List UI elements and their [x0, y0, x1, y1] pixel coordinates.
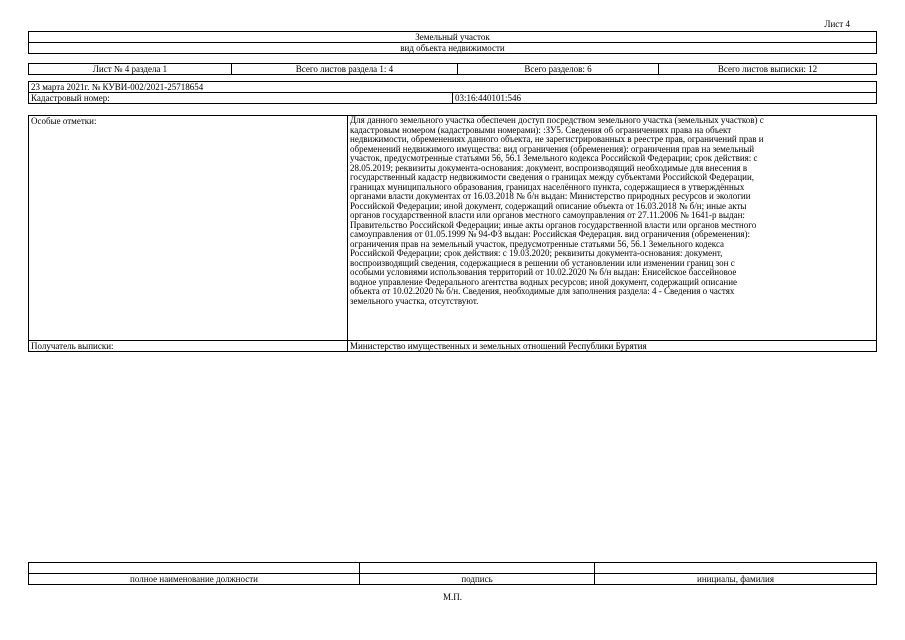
sheet-info-table: [28, 63, 877, 75]
stamp-label: М.П.: [442, 592, 462, 602]
special-notes-line: кадастровым номером (кадастровыми номерами): :ЗУ5. Сведения об ограничениях права на объект: [350, 125, 732, 135]
special-notes-label: Особые отметки:: [29, 116, 348, 341]
total-sheets-extract: Всего листов выписки: 12: [659, 64, 877, 75]
position-field: [29, 563, 360, 574]
special-notes-line: государственный кадастр недвижимости сведения о границах между субъектами Российской Федерации,: [350, 173, 755, 182]
special-notes-line: водное управление Федерального агентства водных ресурсов; иной документ, содержащий описание: [350, 277, 738, 287]
special-notes-line: Российской Федерации; срок действия: c 19.03.2020; реквизиты документа-основания: документ,: [350, 249, 723, 258]
header-table: [28, 31, 877, 54]
date-number: 23 марта 2021г. № КУВИ-002/2021-25718654: [29, 82, 877, 93]
recipient-label: Получатель выписки:: [29, 341, 348, 352]
object-title: Земельный участок: [29, 32, 877, 43]
sheet-label: Лист 4: [824, 19, 850, 29]
special-notes-line: границах муниципального образования, границах населённого пункта, содержащиеся в утверждённых: [350, 182, 745, 192]
name-field: [595, 563, 877, 574]
signature-field: [360, 563, 595, 574]
special-notes-line: Российской Федерации; иной документ, содержащий описание объекта от 16.03.2018 № б/н; иные акты: [350, 201, 747, 211]
sheet-of-section: Лист № 4 раздела 1: [29, 64, 232, 75]
special-notes-line: земельного участка, отсутствуют.: [350, 296, 479, 306]
name-caption: инициалы, фамилия: [595, 574, 877, 585]
special-notes-line: обременений недвижимого имущества: вид ограничения (обременения): ограничения прав на земельный: [350, 144, 755, 154]
total-sheets-section: Всего листов раздела 1: 4: [232, 64, 458, 75]
special-notes-line: участок, предусмотренные статьями 56, 56.1 Земельного кодекса Российской Федерации; срок действия: c: [350, 154, 758, 163]
special-notes-line: недвижимости, обременениях данного объекта, не зарегистрированных в реестре прав, ограничений прав и: [350, 135, 764, 144]
special-notes-text: [348, 116, 877, 341]
date-cadastral-table: [28, 81, 877, 104]
notes-table: [28, 115, 877, 352]
special-notes-line: особыми условиями использования территорий от 10.02.2020 № б/н выдан: Енисейское бассейновое: [350, 268, 737, 277]
special-notes-line: Для данного земельного участка обеспечен доступ посредством земельного участка (земельных участков) с: [350, 116, 764, 125]
cadastral-value: 03:16:440101:546: [453, 93, 877, 104]
special-notes-line: органами власти документах от 16.03.2018 № б/н выдан: Министерство природных ресурсов и экологии: [350, 192, 751, 201]
object-kind: вид объекта недвижимости: [29, 43, 877, 54]
special-notes-line: Правительство Российской Федерации; иные акты органов государственной власти или органов местного: [350, 220, 757, 230]
special-notes-line: объекта от 10.02.2020 № б/н. Сведения, необходимые для заполнения раздела: 4 - Сведения о частях: [350, 287, 735, 296]
special-notes-line: ограничения прав на земельный участок, предусмотренные статьями 56, 56.1 Земельного кодекса: [350, 239, 725, 249]
recipient-value: Министерство имущественных и земельных отношений Республики Бурятия: [348, 341, 877, 352]
signature-caption: подпись: [360, 574, 595, 585]
total-sections: Всего разделов: 6: [458, 64, 659, 75]
signature-table: [28, 562, 877, 585]
special-notes-line: самоуправления от 01.05.1999 № 94-ФЗ выдан: Российская Федерация. вид ограничения (обременения):: [350, 230, 751, 239]
special-notes-line: воспроизводящий сведения, содержащиеся в решении об установлении или изменении границ зон с: [350, 258, 735, 268]
position-caption: полное наименование должности: [29, 574, 360, 585]
special-notes-line: 28.05.2019; реквизиты документа-основания: документ, воспроизводящий необходимые для внесения в: [350, 163, 748, 173]
cadastral-label: Кадастровый номер:: [29, 93, 453, 104]
special-notes-line: органов государственной власти или органов местного самоуправления от 27.11.2006 № 1641-р выдан:: [350, 211, 745, 220]
